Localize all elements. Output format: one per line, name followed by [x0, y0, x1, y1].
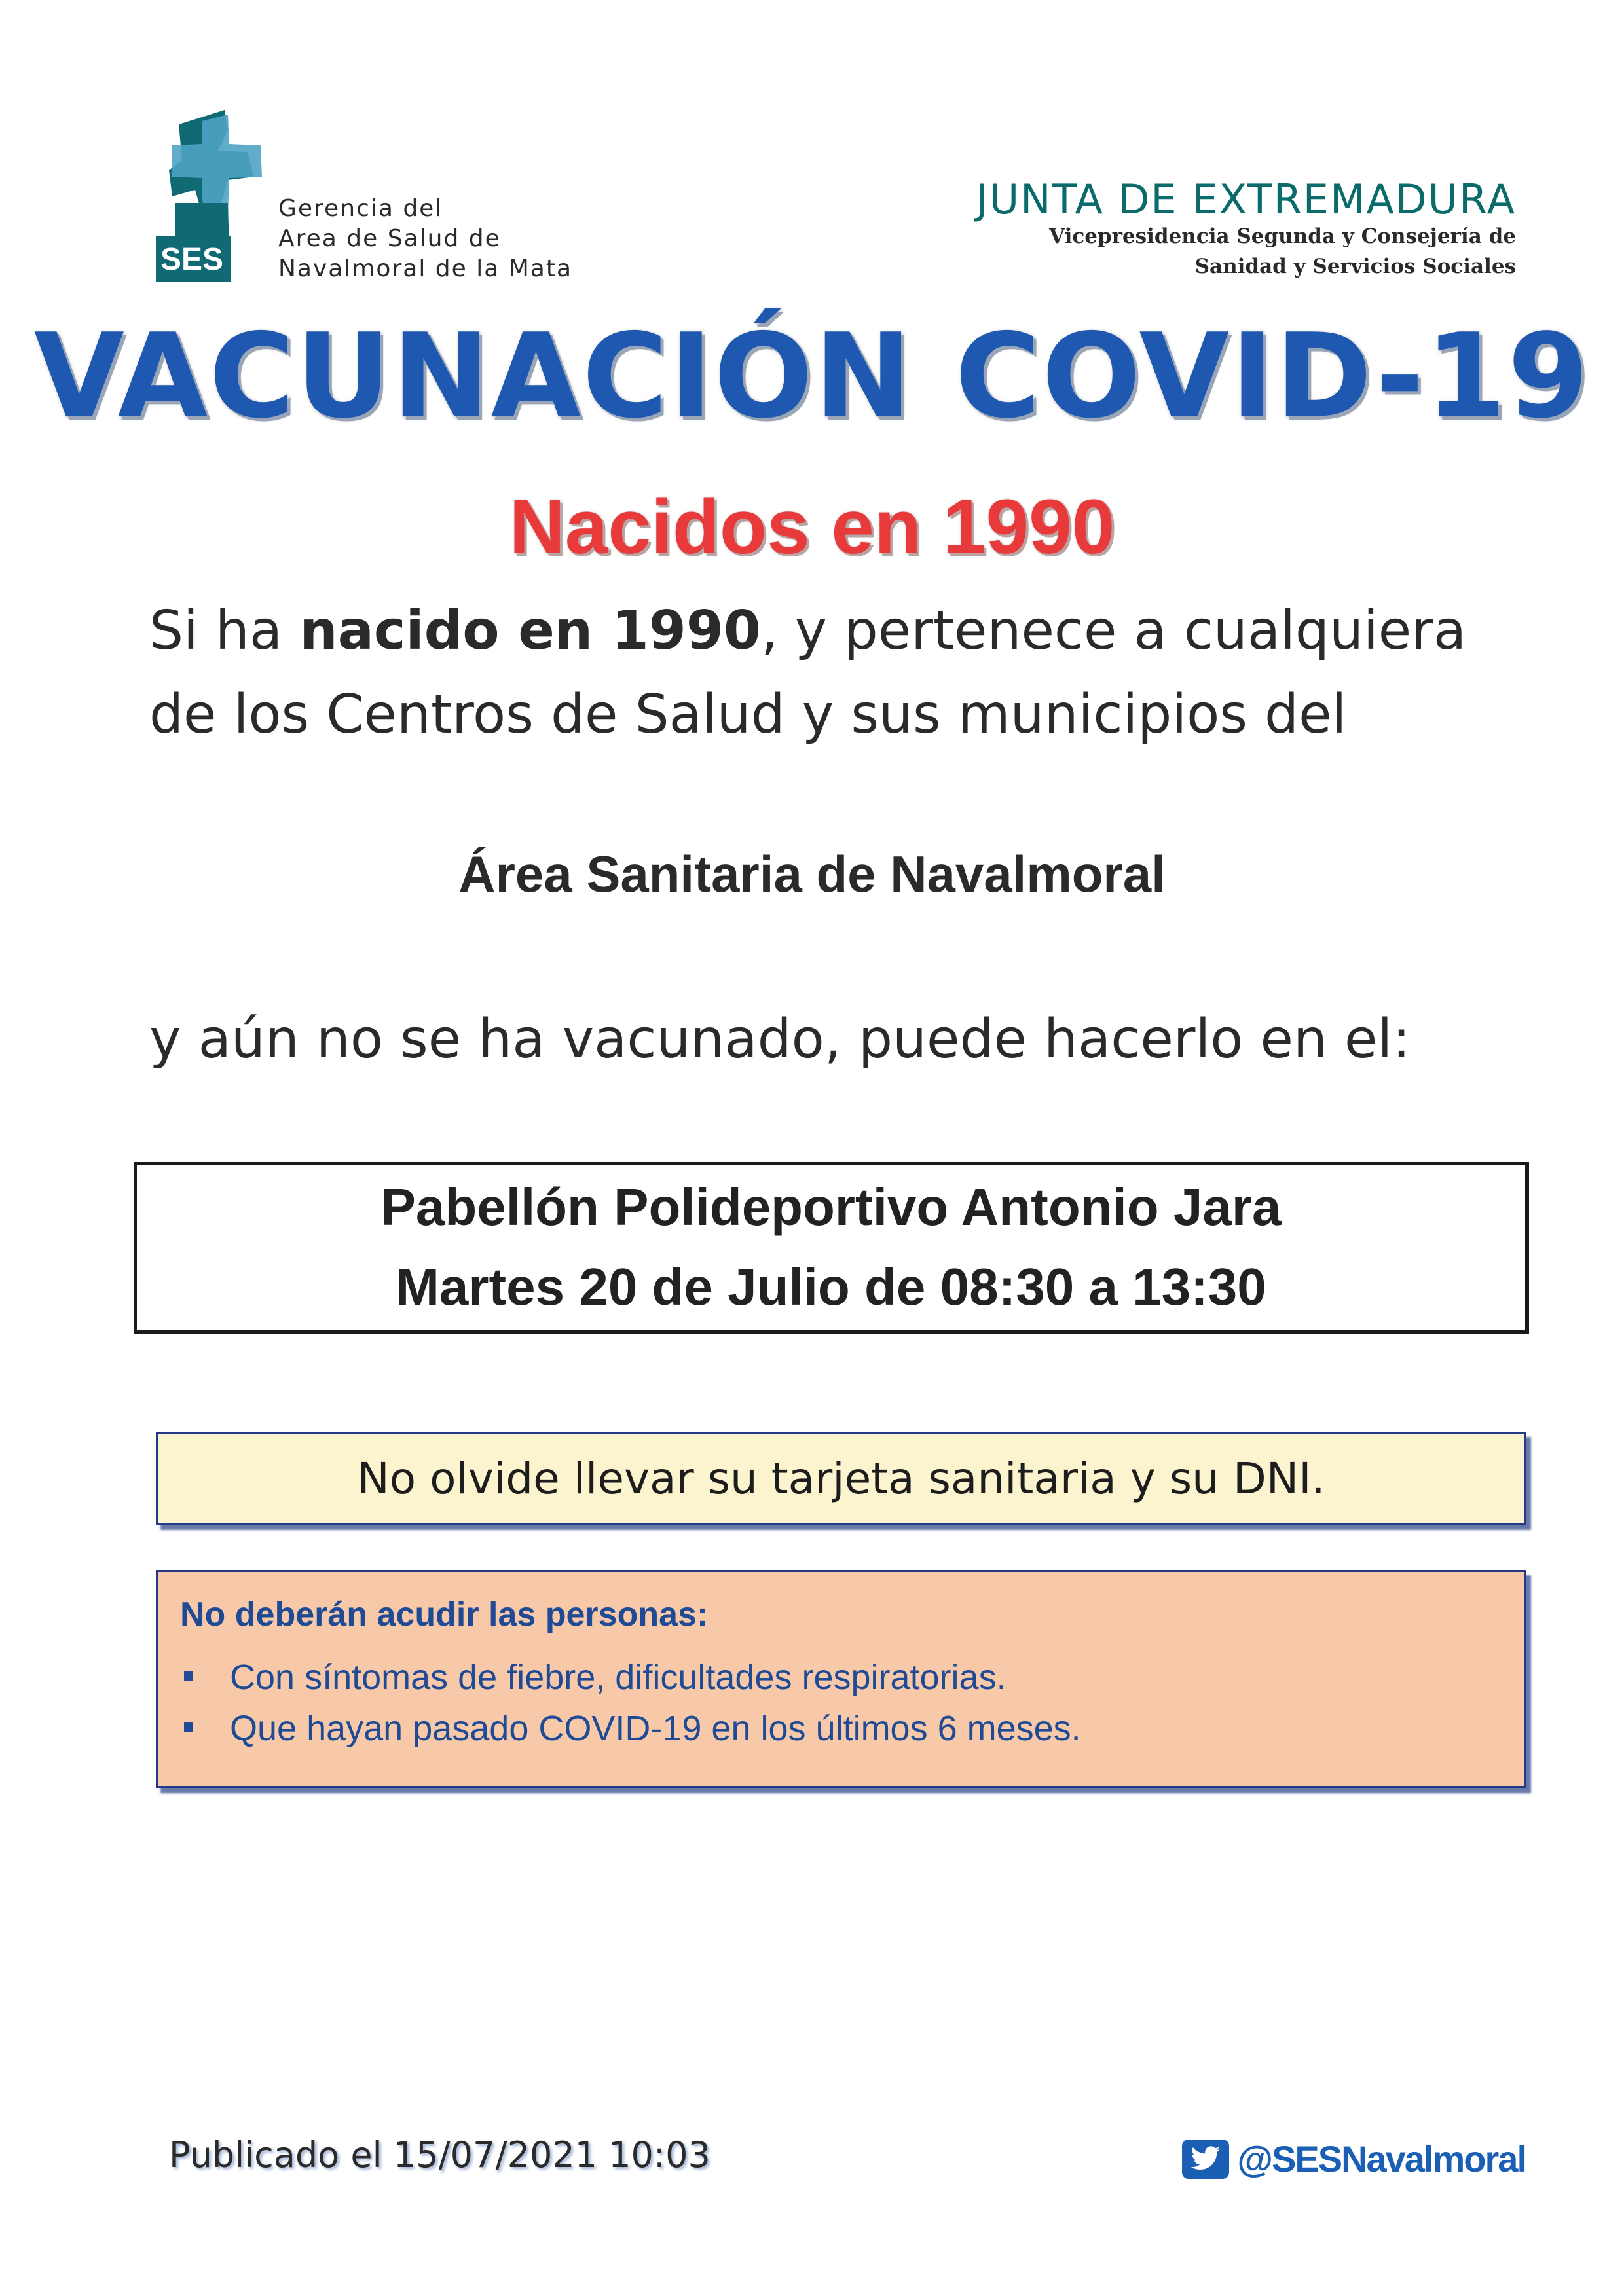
warning-list — [180, 1652, 1502, 1754]
junta-header — [976, 175, 1516, 282]
subtitle: Nacidos en 1990 — [509, 484, 1115, 570]
org-line-2: Area de Salud de — [278, 225, 501, 252]
published-date: Publicado el 15/07/2021 10:03 — [169, 2134, 710, 2176]
twitter-handle[interactable]: @SESNavalmoral — [1237, 2138, 1526, 2179]
intro-bold: nacido en 1990 — [299, 600, 761, 662]
main-title: VACUNACIÓN COVID-19 — [33, 308, 1591, 444]
reminder-text: No olvide llevar su tarjeta sanitaria y su DNI. — [357, 1453, 1325, 1504]
warning-item-text: Que hayan pasado COVID-19 en los últimos 6 meses. — [230, 1709, 1081, 1748]
intro-part-2: , y pertenece a cualquiera de los Centros de Salud y sus municipios del — [149, 600, 1467, 746]
intro-part-1: Si ha — [149, 600, 300, 662]
junta-subtitle-1: Vicepresidencia Segunda y Consejería de — [1049, 225, 1516, 248]
junta-title: JUNTA DE EXTREMADURA — [976, 175, 1516, 223]
ses-logo — [156, 105, 287, 288]
square-bullet-icon — [184, 1671, 193, 1681]
org-line-1: Gerencia del — [278, 195, 443, 222]
location-box — [134, 1162, 1529, 1334]
area-name: Área Sanitaria de Navalmoral — [458, 845, 1166, 903]
warning-box — [156, 1570, 1526, 1788]
vaccination-prompt: y aún no se ha vacunado, puede hacerlo en el: — [149, 1008, 1411, 1070]
reminder-box — [156, 1432, 1526, 1525]
warning-item — [230, 1703, 1502, 1754]
org-line-3: Navalmoral de la Mata — [278, 255, 573, 282]
location-schedule: Martes 20 de Julio de 08:30 a 13:30 — [396, 1258, 1266, 1316]
intro-paragraph — [149, 589, 1531, 757]
twitter-bird-icon — [1182, 2140, 1229, 2179]
warning-item — [230, 1652, 1502, 1703]
twitter-link[interactable] — [1182, 2138, 1526, 2180]
warning-item-text: Con síntomas de fiebre, dificultades respiratorias. — [230, 1658, 1006, 1697]
warning-title: No deberán acudir las personas: — [180, 1595, 709, 1633]
ses-org-name — [278, 194, 572, 284]
ses-logo-text: SES — [160, 242, 224, 277]
square-bullet-icon — [184, 1722, 193, 1732]
location-place: Pabellón Polideportivo Antonio Jara — [380, 1178, 1282, 1236]
junta-subtitle-2: Sanidad y Servicios Sociales — [1194, 255, 1516, 278]
